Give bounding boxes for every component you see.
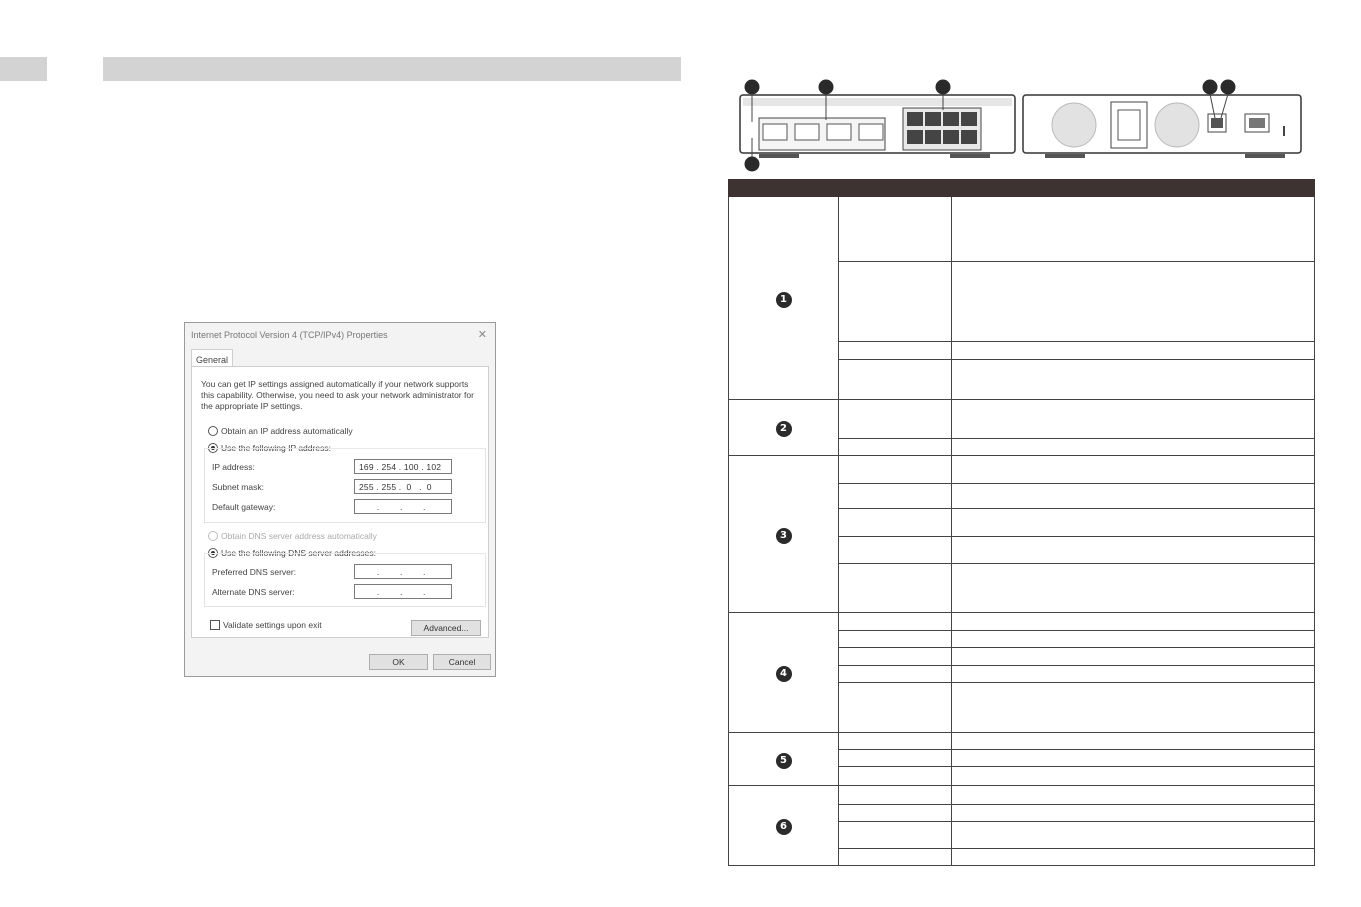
general-tab-panel — [191, 366, 489, 638]
cancel-button[interactable]: Cancel — [433, 654, 491, 670]
ipv4-properties-dialog — [184, 322, 496, 677]
table-row — [729, 613, 1315, 631]
table-row — [729, 456, 1315, 484]
item-number-badge: 4 — [776, 666, 792, 682]
table-row — [729, 733, 1315, 750]
item-number-badge: 3 — [776, 528, 792, 544]
tab-general[interactable]: General — [191, 349, 233, 367]
subnet-mask-label: Subnet mask: — [212, 482, 264, 492]
device-back-panel — [1023, 95, 1301, 158]
dialog-title: Internet Protocol Version 4 (TCP/IPv4) Properties — [191, 330, 388, 340]
group-cell — [729, 400, 839, 456]
default-gateway-field[interactable]: . . . — [354, 499, 452, 514]
table-row — [729, 400, 1315, 439]
alternate-dns-label: Alternate DNS server: — [212, 587, 295, 597]
section-title-bar — [103, 57, 681, 81]
spec-table — [728, 179, 1315, 866]
dialog-description: You can get IP settings assigned automatically if your network supports this capability. Otherwise, you need to ask your network administrator for the appropriate IP settings. — [201, 379, 474, 411]
advanced-button[interactable]: Advanced... — [411, 620, 481, 636]
validate-settings-checkbox[interactable]: Validate settings upon exit — [210, 620, 322, 630]
default-gateway-label: Default gateway: — [212, 502, 276, 512]
radio-icon — [208, 531, 218, 541]
close-icon[interactable]: ✕ — [477, 329, 487, 341]
table-row — [729, 197, 1315, 262]
device-illustration — [735, 78, 1305, 173]
table-row — [729, 786, 1315, 805]
obtain-dns-auto-radio[interactable]: Obtain DNS server address automatically — [208, 531, 377, 541]
ip-address-label: IP address: — [212, 462, 255, 472]
item-number-badge: 6 — [776, 819, 792, 835]
item-number-badge: 5 — [776, 753, 792, 769]
item-number-badge: 2 — [776, 421, 792, 437]
group-cell — [729, 197, 839, 400]
use-following-ip-radio[interactable]: Use the following IP address: — [208, 443, 331, 453]
item-number-badge: 1 — [776, 292, 792, 308]
device-front-panel — [740, 95, 1015, 158]
radio-icon — [208, 426, 218, 436]
callout-marker — [745, 157, 760, 172]
ip-address-field[interactable]: 169 . 254 . 100 . 102 — [354, 459, 452, 474]
preferred-dns-label: Preferred DNS server: — [212, 567, 297, 577]
callout-marker — [1203, 80, 1218, 95]
section-tab — [0, 57, 47, 81]
group-cell — [729, 456, 839, 613]
use-following-dns-radio[interactable]: Use the following DNS server addresses: — [208, 548, 376, 558]
callout-marker — [745, 80, 760, 95]
table-header-row — [729, 180, 1315, 197]
subnet-mask-field[interactable]: 255 . 255 . 0 . 0 — [354, 479, 452, 494]
callout-marker — [819, 80, 834, 95]
obtain-ip-auto-radio[interactable]: Obtain an IP address automatically — [208, 426, 353, 436]
group-cell — [729, 733, 839, 786]
checkbox-icon — [210, 620, 220, 630]
callout-marker — [1221, 80, 1236, 95]
preferred-dns-field[interactable]: . . . — [354, 564, 452, 579]
alternate-dns-field[interactable]: . . . — [354, 584, 452, 599]
group-cell — [729, 786, 839, 866]
callout-marker — [936, 80, 951, 95]
group-cell — [729, 613, 839, 733]
ok-button[interactable]: OK — [369, 654, 428, 670]
